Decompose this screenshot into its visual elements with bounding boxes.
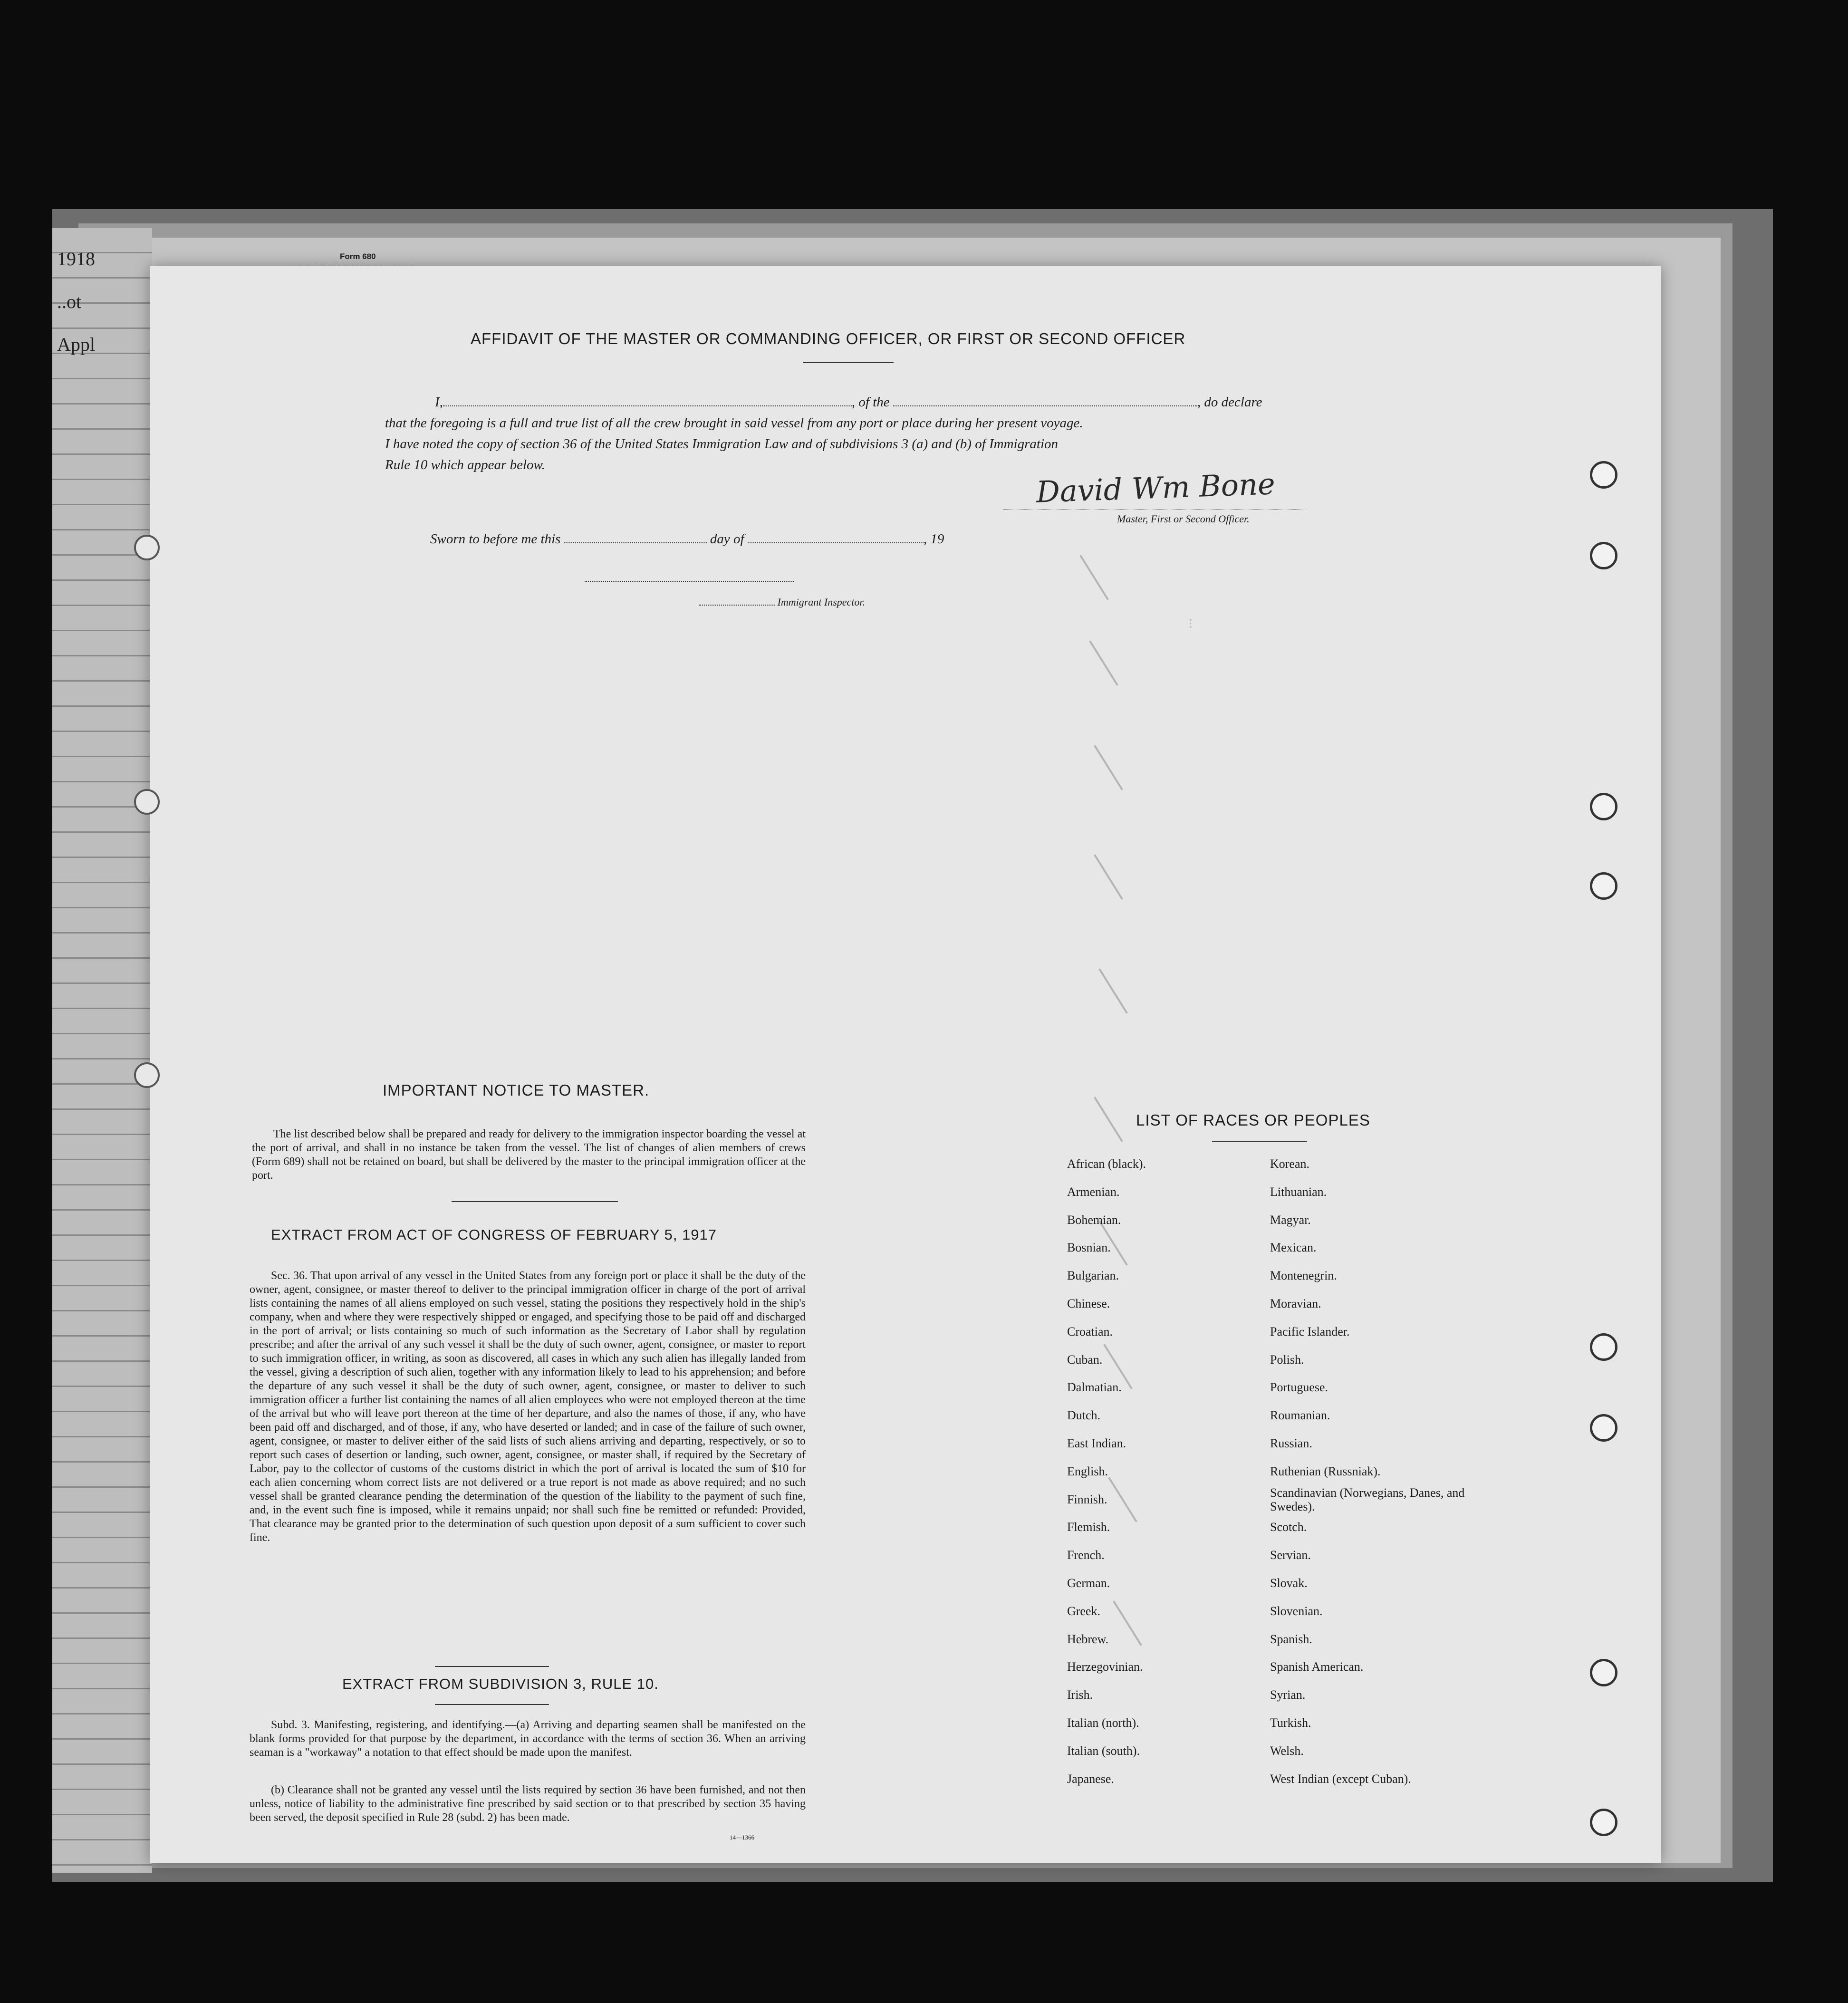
race-item: Dalmatian. (1067, 1380, 1122, 1395)
declaration-line-2: that the foregoing is a full and true list of all the crew brought in said vessel from any port or place during her present voyage. (385, 415, 1083, 431)
binder-hole (134, 535, 160, 560)
race-item: Montenegrin. (1270, 1269, 1337, 1283)
signer-caption: Master, First or Second Officer. (1117, 513, 1250, 525)
name-field (443, 393, 852, 406)
ledger-page-edge (52, 228, 152, 1873)
vessel-field (893, 393, 1197, 406)
declare-i: I, (435, 395, 443, 410)
ledger-fragment: ..ot (57, 291, 82, 312)
race-item: Polish. (1270, 1352, 1304, 1367)
race-item: Portuguese. (1270, 1380, 1328, 1395)
master-signature: David Wm Bone (1035, 466, 1276, 510)
race-item: Cuban. (1067, 1352, 1103, 1367)
race-item: Mexican. (1270, 1241, 1317, 1255)
rule-text-a: Subd. 3. Manifesting, registering, and identifying.—(a) Arriving and departing seamen shall be manifested on the blank forms provided for that purpose by the department, in accordance with the terms of section 36. When an arriving seaman is a "workaway" a notation to that effect should be made upon the manifest. (250, 1719, 806, 1759)
sworn-day-of: day of (710, 531, 744, 547)
binder-hole (1590, 542, 1617, 569)
race-item: Bohemian. (1067, 1213, 1121, 1227)
race-item: Spanish. (1270, 1632, 1312, 1646)
race-item: Magyar. (1270, 1213, 1311, 1227)
sworn-prefix: Sworn to before me this (430, 531, 561, 547)
race-item: West Indian (except Cuban). (1270, 1772, 1411, 1786)
race-item: Croatian. (1067, 1324, 1113, 1339)
inspector-caption: Immigrant Inspector. (777, 596, 866, 608)
race-item: Bosnian. (1067, 1241, 1111, 1255)
binder-hole (1590, 793, 1617, 820)
race-item: Korean. (1270, 1157, 1310, 1171)
race-item: Finnish. (1067, 1492, 1107, 1506)
title-rule (803, 362, 894, 363)
race-item: Irish. (1067, 1688, 1093, 1702)
notice-rule (452, 1201, 618, 1202)
race-item: Lithuanian. (1270, 1184, 1327, 1199)
inspector-line (699, 592, 865, 613)
race-item: Roumanian. (1270, 1408, 1330, 1423)
race-item: Scotch. (1270, 1520, 1307, 1534)
binder-hole (1590, 872, 1617, 900)
race-item: Slovenian. (1270, 1604, 1323, 1618)
race-item: African (black). (1067, 1157, 1146, 1171)
race-item: Russian. (1270, 1436, 1312, 1450)
sworn-day-field (564, 530, 707, 543)
declaration-line-1 (435, 392, 1262, 413)
race-item: Moravian. (1270, 1296, 1321, 1310)
sworn-month-field (748, 530, 924, 543)
race-item: Greek. (1067, 1604, 1101, 1618)
ledger-fragments (57, 238, 147, 366)
print-code: 14—1366 (730, 1834, 754, 1841)
race-item: Ruthenian (Russniak). (1270, 1464, 1381, 1478)
race-item: East Indian. (1067, 1436, 1126, 1450)
races-column-1 (1067, 1150, 1267, 1793)
binder-hole (1590, 1414, 1617, 1442)
act-rule (435, 1666, 549, 1667)
act-extract-title: EXTRACT FROM ACT OF CONGRESS OF FEBRUARY 5, 1917 (271, 1226, 717, 1243)
race-item: Turkish. (1270, 1715, 1311, 1730)
bleed-through: ⁝ (1188, 617, 1193, 633)
race-item: Bulgarian. (1067, 1269, 1119, 1283)
race-item: Slovak. (1270, 1576, 1308, 1590)
race-item: Spanish American. (1270, 1660, 1364, 1674)
binder-hole (1590, 1809, 1617, 1836)
inspector-dots (699, 597, 775, 606)
rule-text-b: (b) Clearance shall not be granted any vessel until the lists required by section 36 have been furnished, and not then unless, notice of liability to the administrative fine prescribed by said section or to that prescribed by section 35 having been served, the deposit specified in Rule 28 (subd. 2) has been made. (250, 1784, 806, 1824)
ledger-fragment: Appl (57, 334, 95, 355)
notice-title: IMPORTANT NOTICE TO MASTER. (383, 1081, 650, 1099)
race-item: Italian (south). (1067, 1743, 1140, 1758)
declaration-line-4: Rule 10 which appear below. (385, 457, 545, 472)
race-item: Scandinavian (Norwegians, Danes, and Swedes). (1270, 1485, 1465, 1513)
race-item: Chinese. (1067, 1296, 1110, 1310)
race-item: French. (1067, 1548, 1105, 1562)
notice-text: The list described below shall be prepared and ready for delivery to the immigration inspector boarding the vessel at the port of arrival, and shall in no instance be taken from the vessel. The list of changes of alien members of crews (Form 689) shall not be retained on board, but shall be delivered by the master to the principal immigration officer at the port. (252, 1128, 806, 1182)
rule-extract-rule (435, 1704, 549, 1705)
races-column-2 (1270, 1150, 1470, 1793)
race-item: Herzegovinian. (1067, 1660, 1143, 1674)
race-item: Japanese. (1067, 1772, 1114, 1786)
declare-do-declare: , do declare (1197, 395, 1262, 410)
race-item: German. (1067, 1576, 1110, 1590)
binder-hole (1590, 1333, 1617, 1361)
binder-hole (1590, 1659, 1617, 1686)
affidavit-title: AFFIDAVIT OF THE MASTER OR COMMANDING OFFICER, OR FIRST OR SECOND OFFICER (471, 330, 1186, 347)
race-item: Servian. (1270, 1548, 1311, 1562)
race-item: Flemish. (1067, 1520, 1110, 1534)
races-rule (1212, 1141, 1307, 1142)
act-extract-text: Sec. 36. That upon arrival of any vessel in the United States from any foreign port or place it shall be the duty of the owner, agent, consignee, or master thereof to deliver to the principal immigration officer in charge of the port of arrival lists containing the names of all aliens employed on such vessel, stating the positions they respectively hold in the ship's company, when and where they were respectively shipped or engaged, and specifying those to be paid off and discharged in the port of arrival; or lists containing so much of such information as the Secretary of Labor shall by regulation prescribe; and after the arrival of any such vessel it shall be the duty of such owner, agent, consignee, or master to report to such immigration officer, in writing, as soon as discovered, all cases in which any such alien has illegally landed from the vessel, giving a description of such alien, together with any information likely to lead to his apprehension; and before the departure of any such vessel it shall be the duty of such owner, agent, consignee, or master to deliver to such immigration officer a further list containing the names of all alien employees who were not employed thereon at the time of the arrival but who will leave port thereon at the time of her departure, and also the names of those, if any, who have been paid off and discharged, and of those, if any, who have deserted or landed; and in case of the failure of such owner, agent, consignee, or master to deliver either of the said lists of such aliens arriving and departing, respectively, or so to report such cases of desertion or landing, such owner, agent, consignee, or master shall, if required by the Secretary of Labor, pay to the collector of customs of the customs district in which the port of arrival is located the sum of $10 for each alien concerning whom correct lists are not delivered or a true report is not made as above required; and no such vessel shall be granted clearance pending the determination of the question of the liability to the payment of such fine, and, in the event such fine is imposed, while it remains unpaid; nor shall such fine be remitted or refunded: Provided, That clearance may be granted prior to the determination of such question upon deposit of a sum sufficient to cover such fine. (250, 1270, 806, 1544)
form-number: Form 680 (340, 252, 376, 261)
sworn-year: , 19 (923, 531, 944, 547)
race-item: Syrian. (1270, 1688, 1306, 1702)
sworn-line (430, 529, 944, 549)
declare-of-the: , of the (851, 395, 890, 410)
binder-hole (134, 1062, 160, 1088)
rule-extract-title: EXTRACT FROM SUBDIVISION 3, RULE 10. (342, 1676, 659, 1692)
race-item: Dutch. (1067, 1408, 1101, 1423)
race-item: Italian (north). (1067, 1715, 1139, 1730)
binder-hole (1590, 461, 1617, 489)
race-item: Pacific Islander. (1270, 1324, 1350, 1339)
race-item: Armenian. (1067, 1184, 1120, 1199)
race-item: English. (1067, 1464, 1108, 1478)
race-item: Welsh. (1270, 1743, 1304, 1758)
inspector-signature-line (585, 581, 794, 582)
races-title: LIST OF RACES OR PEOPLES (1136, 1111, 1370, 1129)
declaration-line-3: I have noted the copy of section 36 of the United States Immigration Law and of subdivisions 3 (a) and (b) of Immigration (385, 436, 1059, 452)
binder-hole (134, 789, 160, 815)
ledger-fragment: 1918 (57, 248, 95, 270)
race-item: Hebrew. (1067, 1632, 1109, 1646)
